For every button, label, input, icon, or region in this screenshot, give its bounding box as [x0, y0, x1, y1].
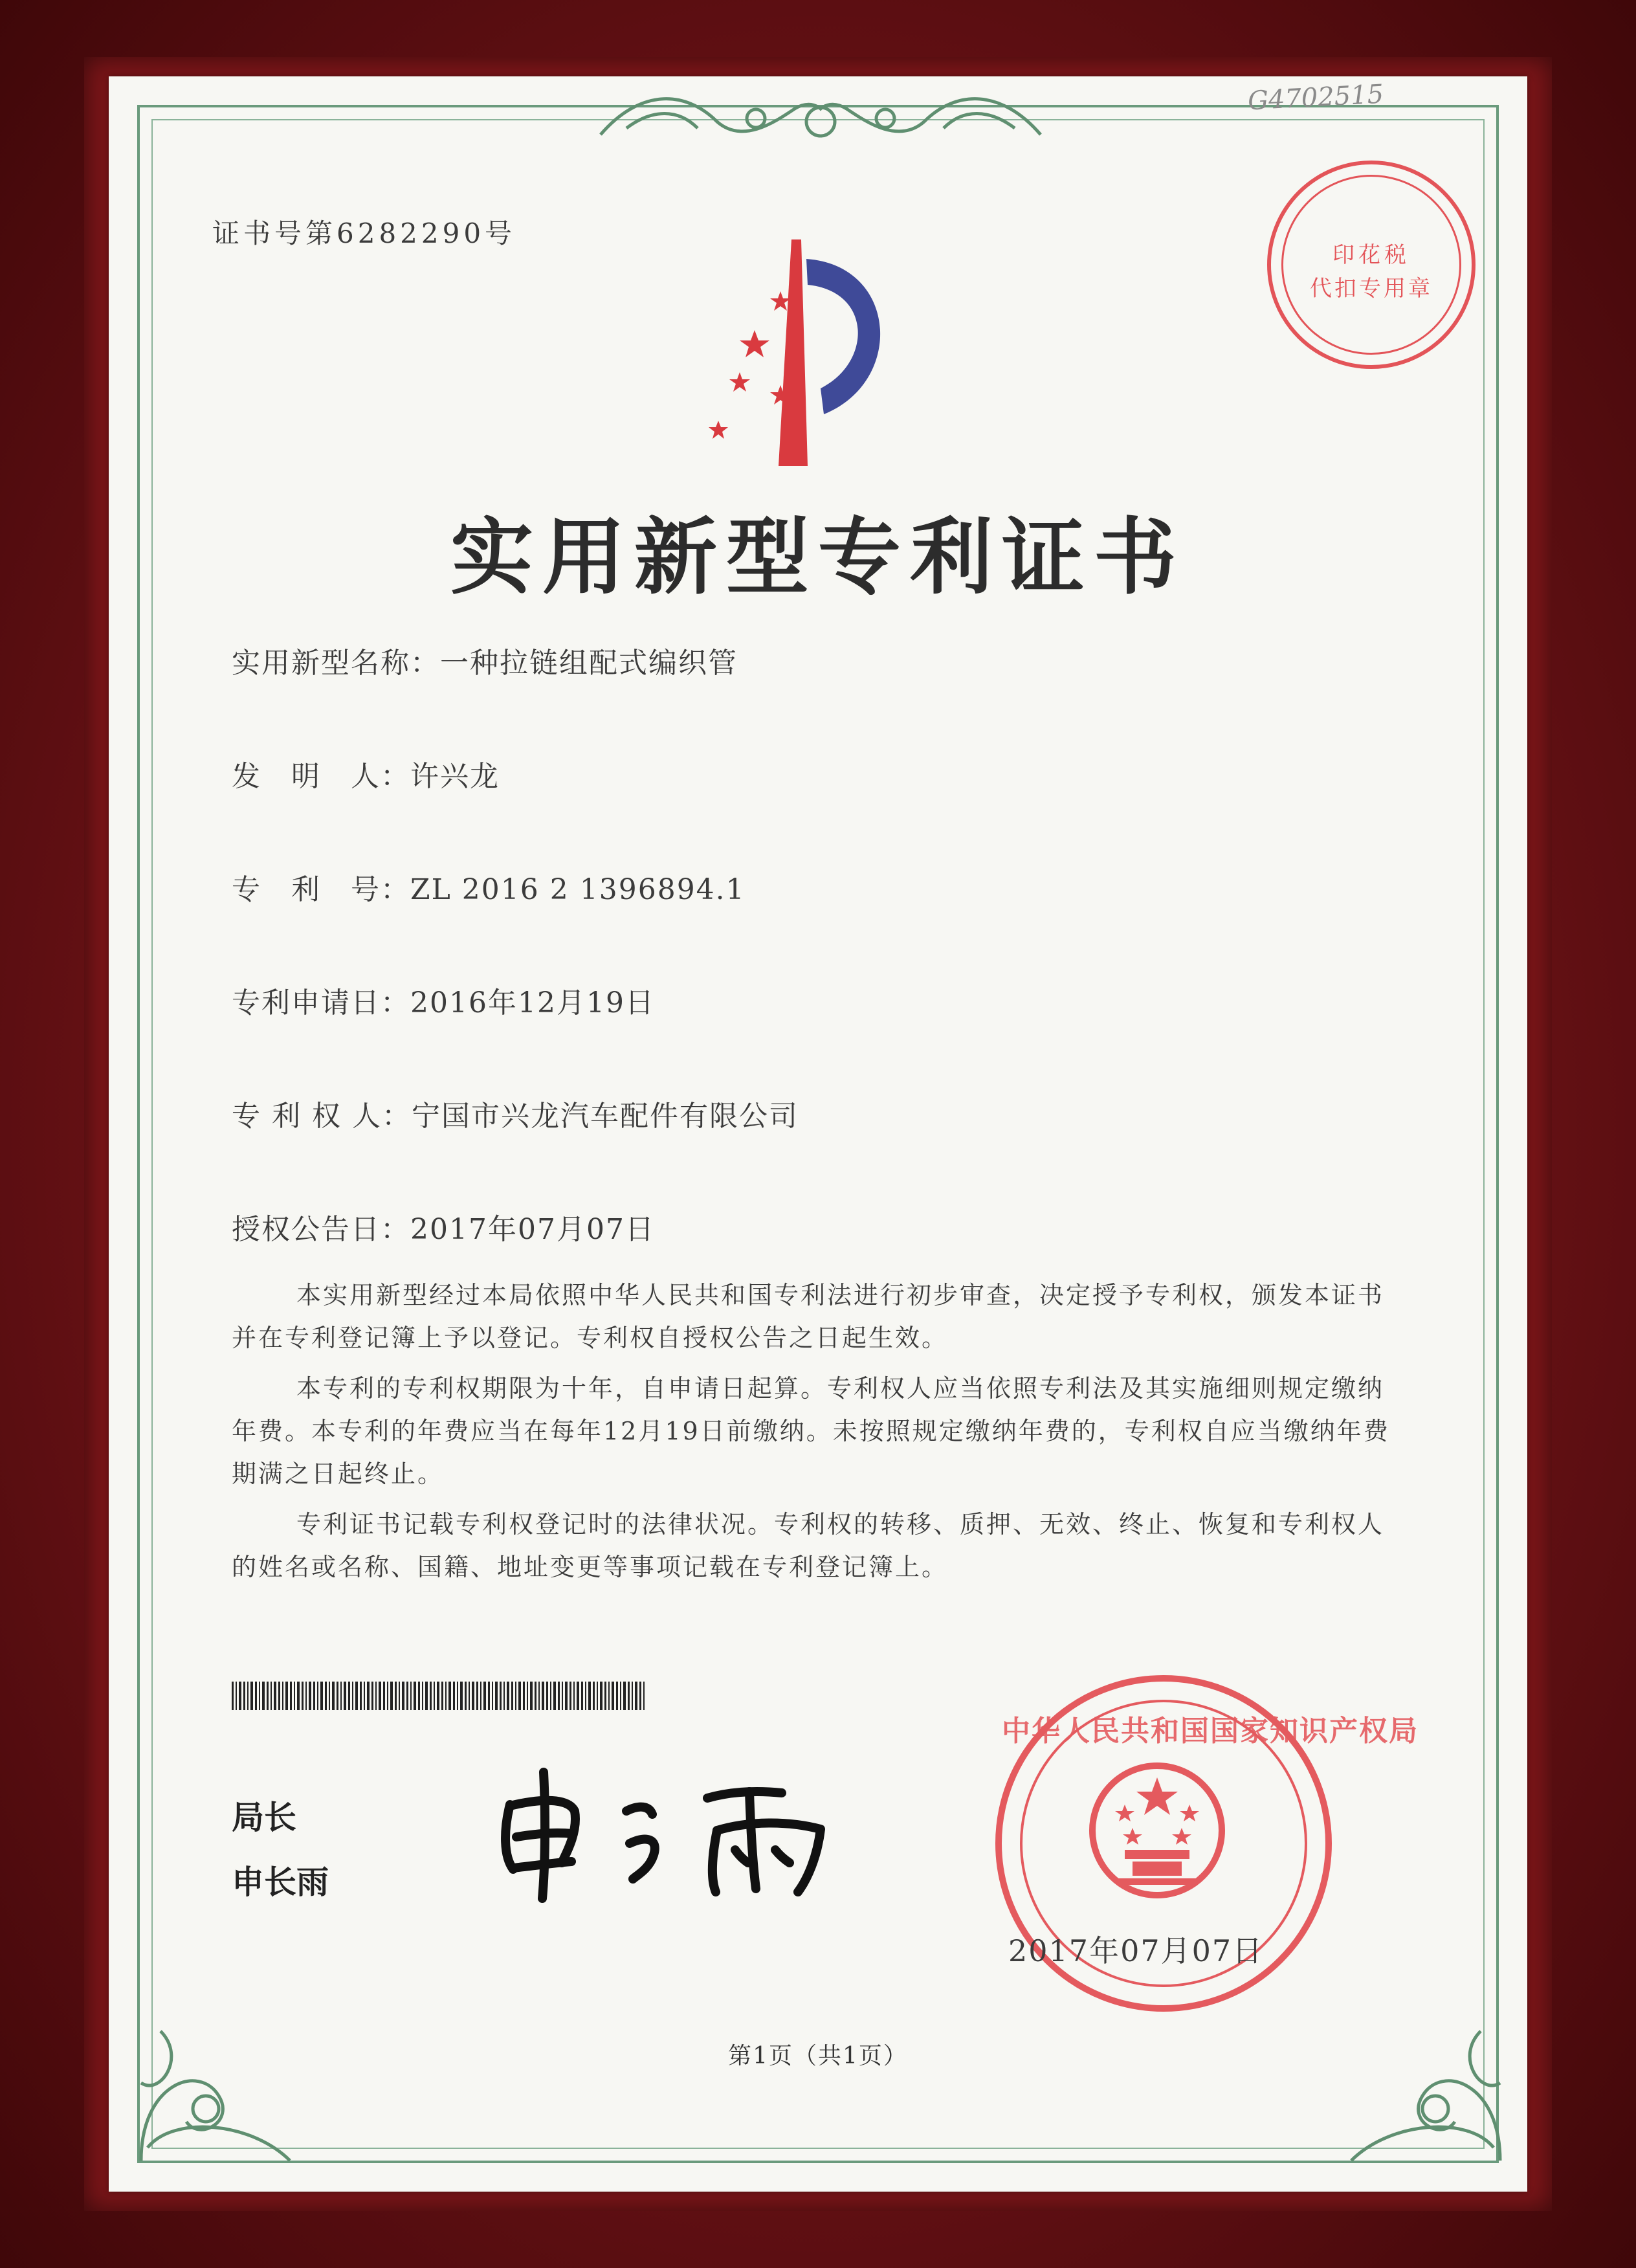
patent-number-label: 专 利 号： — [232, 873, 410, 906]
tax-seal — [1267, 161, 1476, 369]
barcode — [232, 1682, 646, 1710]
top-ornament — [588, 83, 1054, 154]
patentee-row — [232, 1093, 799, 1134]
application-date-row — [232, 979, 655, 1021]
inventor-label: 发 明 人： — [232, 760, 410, 793]
national-emblem — [1079, 1753, 1235, 1908]
patent-number-value: ZL 2016 2 1396894.1 — [410, 873, 746, 906]
application-date-label: 专利申请日： — [232, 986, 410, 1019]
utility-model-name-value: 一种拉链组配式编织管 — [440, 647, 738, 680]
utility-model-name-row — [232, 639, 738, 681]
page-indicator: 第1页（共1页） — [728, 2043, 908, 2069]
patentee-label: 专 利 权 人： — [232, 1100, 412, 1133]
application-date-value: 2016年12月19日 — [410, 986, 655, 1019]
inventor-row — [232, 753, 500, 794]
handwritten-signature — [484, 1759, 846, 1908]
utility-model-name-label: 实用新型名称： — [232, 647, 440, 680]
certificate-number: 证书号第6282290号 — [212, 217, 516, 249]
handwritten-archive-number: G4702515 — [1246, 79, 1385, 117]
grant-date-label: 授权公告日： — [232, 1213, 410, 1246]
patent-number-row — [232, 866, 746, 907]
grant-date-row — [232, 1206, 655, 1247]
patent-office-logo — [704, 220, 950, 492]
body-paragraph-3: 专利证书记载专利权登记时的法律状况。专利权的转移、质押、无效、终止、恢复和专利权人的姓名或名称、国籍、地址变更等事项记载在专利登记簿上。 — [232, 1510, 1385, 1581]
body-paragraph-1: 本实用新型经过本局依照中华人民共和国专利法进行初步审查，决定授予专利权，颁发本证书并在专利登记簿上予以登记。专利权自授权公告之日起生效。 — [232, 1281, 1385, 1352]
tax-seal-center-line1: 印花税 — [1332, 242, 1410, 268]
signatory-title: 局长 — [232, 1799, 296, 1836]
seal-ring-text: 中华人民共和国国家知识产权局 — [1002, 1715, 1419, 1748]
seal-date: 2017年07月07日 — [1008, 1933, 1264, 1968]
tax-seal-center-line2: 代扣专用章 — [1310, 276, 1433, 302]
signatory-name: 申长雨 — [232, 1863, 329, 1901]
patentee-value: 宁国市兴龙汽车配件有限公司 — [411, 1100, 799, 1133]
certificate-paper — [109, 76, 1527, 2192]
grant-date-value: 2017年07月07日 — [410, 1213, 655, 1246]
inventor-value: 许兴龙 — [410, 760, 500, 793]
body-paragraph-2: 本专利的专利权期限为十年，自申请日起算。专利权人应当依照专利法及其实施细则规定缴纳年费。本专利的年费应当在每年12月19日前缴纳。未按照规定缴纳年费的，专利权自应当缴纳年费期满之日起终止。 — [232, 1374, 1390, 1488]
certificate-title: 实用新型专利证书 — [450, 509, 1186, 606]
